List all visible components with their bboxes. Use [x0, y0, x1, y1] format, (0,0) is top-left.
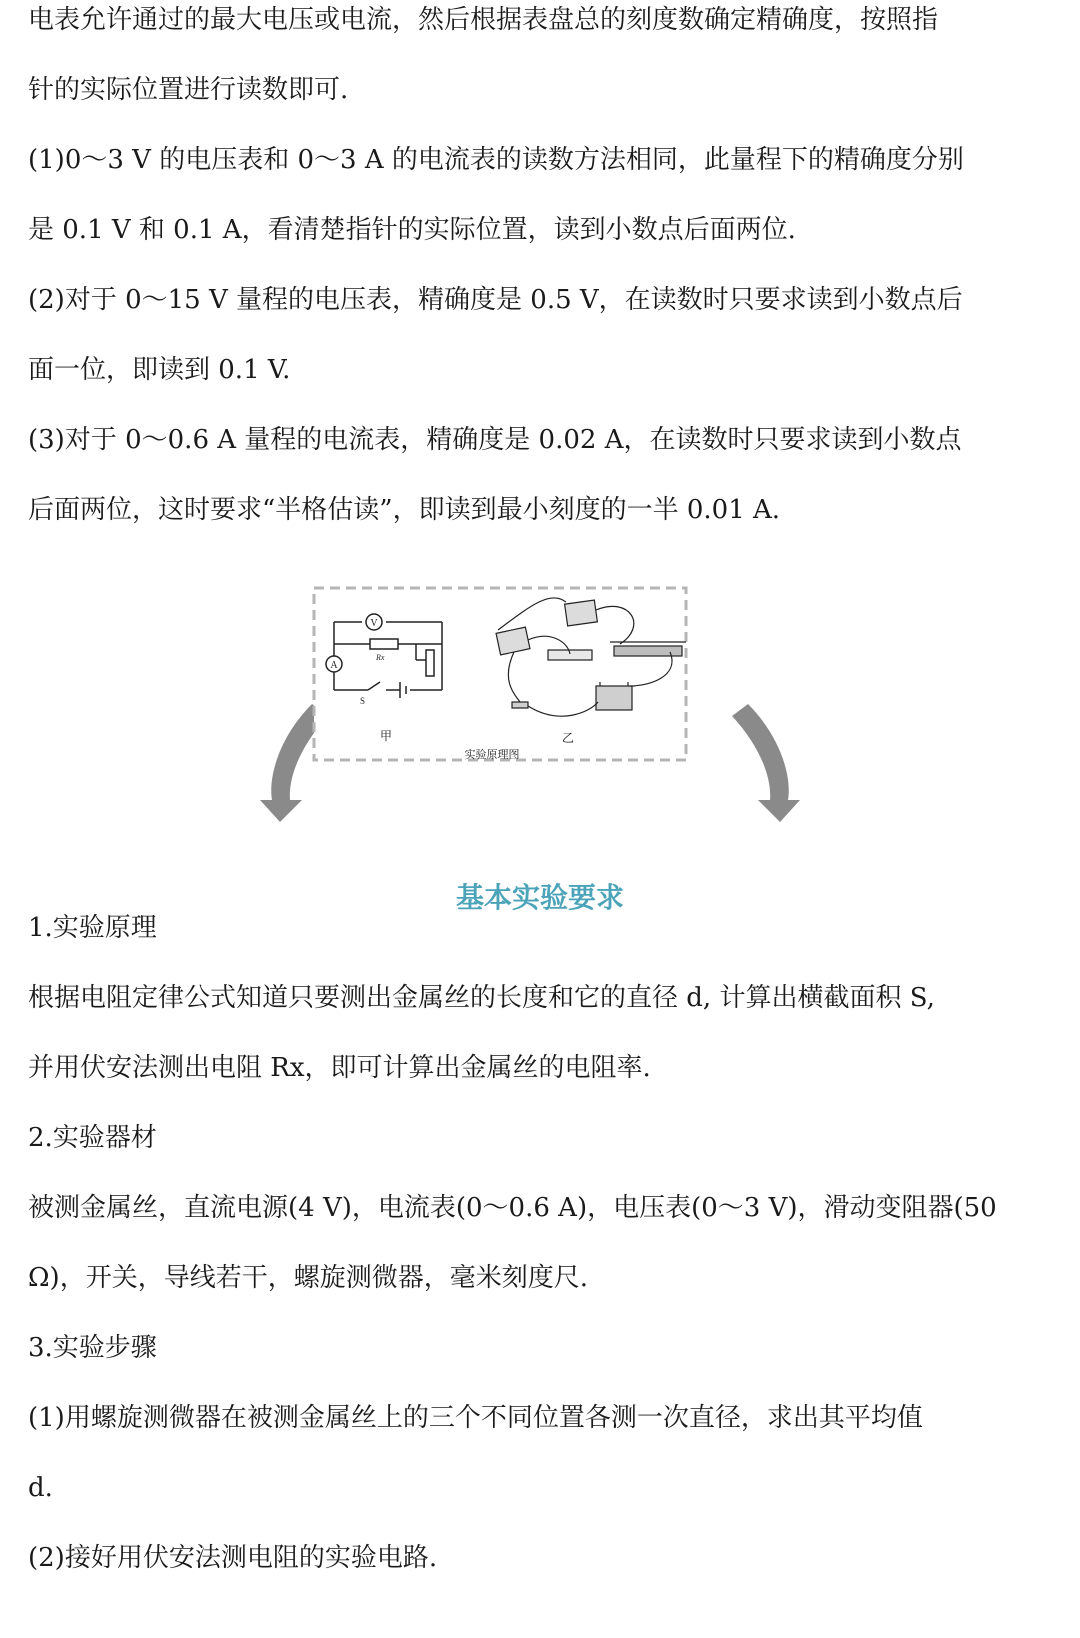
section-title: 2.实验器材 — [28, 1123, 157, 1153]
figure-label-left: 甲 — [379, 729, 393, 743]
paragraph-line: (1)0～3 V 的电压表和 0～3 A 的电流表的读数方法相同，此量程下的精确度分别 — [28, 145, 964, 175]
paragraph-line: Ω)，开关，导线若干，螺旋测微器，毫米刻度尺. — [28, 1263, 588, 1293]
paragraph-line: (1)用螺旋测微器在被测金属丝上的三个不同位置各测一次直径，求出其平均值 — [28, 1403, 923, 1433]
paragraph-line: 被测金属丝，直流电源(4 V)，电流表(0～0.6 A)，电压表(0～3 V)，滑动变阻器(50 — [28, 1193, 997, 1223]
ammeter-symbol: A — [330, 660, 338, 671]
paragraph-line: 面一位，即读到 0.1 V. — [28, 355, 291, 385]
voltmeter-symbol: V — [370, 618, 378, 629]
experiment-figure — [250, 586, 810, 852]
figure-label-right: 乙 — [561, 731, 575, 745]
figure-caption: 实验原理图 — [464, 748, 520, 761]
right-curved-arrow — [732, 704, 800, 822]
switch-label: S — [360, 696, 366, 706]
paragraph-line: 是 0.1 V 和 0.1 A，看清楚指针的实际位置，读到小数点后面两位. — [28, 215, 796, 245]
resistor-label: Rx — [376, 653, 385, 662]
paragraph-line: (2)对于 0～15 V 量程的电压表，精确度是 0.5 V，在读数时只要求读到小数点后 — [28, 285, 963, 315]
paragraph-line: (2)接好用伏安法测电阻的实验电路. — [28, 1543, 438, 1573]
paragraph-line: 针的实际位置进行读数即可. — [28, 75, 349, 105]
paragraph-line: d. — [28, 1473, 53, 1503]
paragraph-line: 并用伏安法测出电阻 Rx，即可计算出金属丝的电阻率. — [28, 1053, 651, 1083]
paragraph-line: 根据电阻定律公式知道只要测出金属丝的长度和它的直径 d, 计算出横截面积 S, — [28, 983, 935, 1013]
paragraph-line: 后面两位，这时要求“半格估读”，即读到最小刻度的一半 0.01 A. — [28, 495, 781, 525]
section-title: 1.实验原理 — [28, 913, 157, 943]
paragraph-line: (3)对于 0～0.6 A 量程的电流表，精确度是 0.02 A，在读数时只要求读到小数点 — [28, 425, 962, 455]
section-heading: 基本实验要求 — [455, 881, 624, 914]
paragraph-line: 电表允许通过的最大电压或电流，然后根据表盘总的刻度数确定精确度，按照指 — [28, 5, 939, 35]
section-title: 3.实验步骤 — [28, 1333, 157, 1363]
